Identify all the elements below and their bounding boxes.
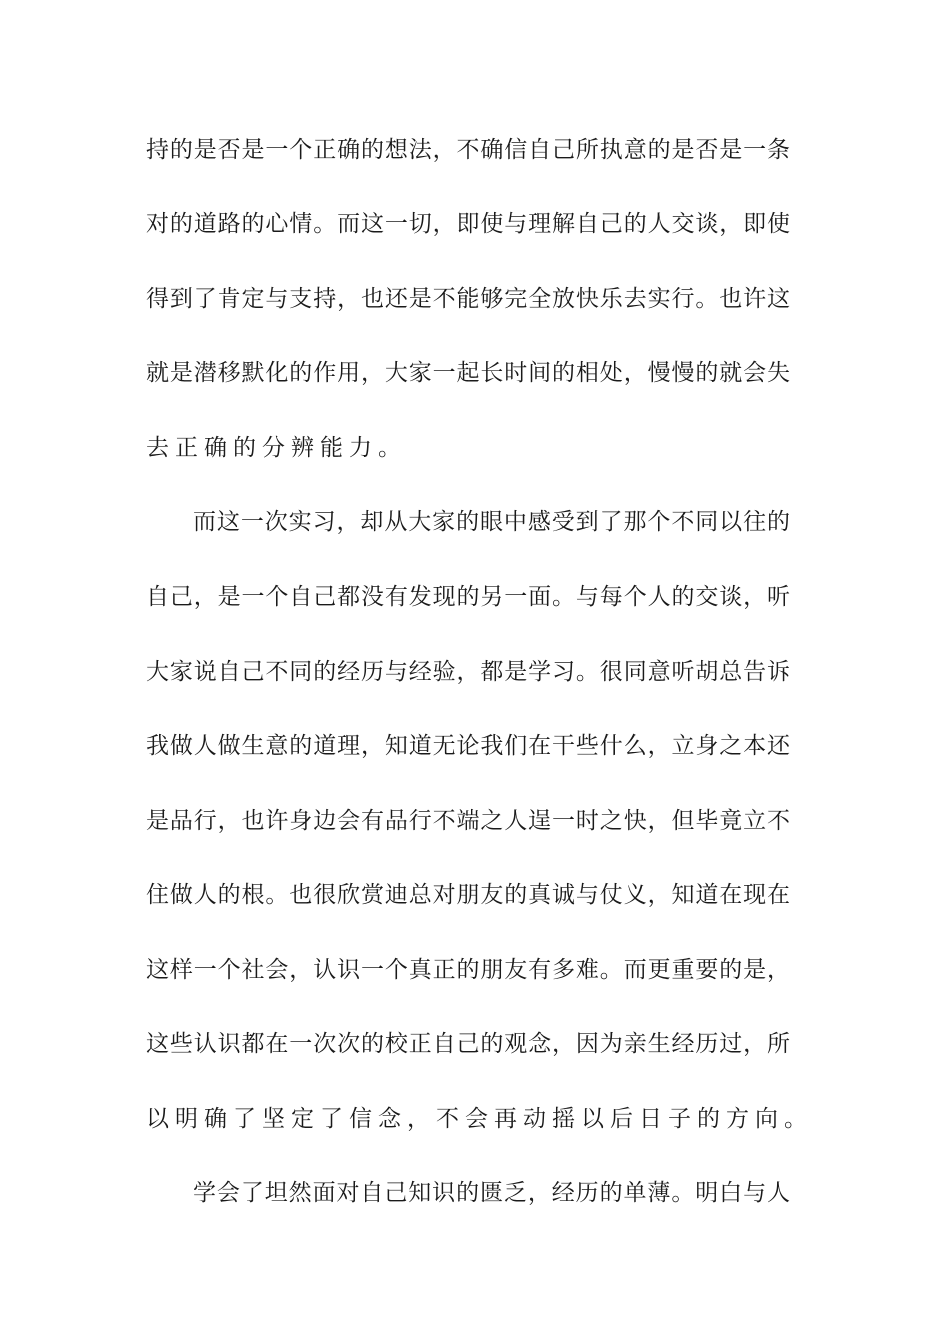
text-line: 大家说自己不同的经历与经验，都是学习。很同意听胡总告诉: [146, 659, 790, 685]
paragraph-first-line: 学会了坦然面对自己知识的匮乏，经历的单薄。明白与人: [193, 1180, 790, 1206]
text-line: 是品行，也许身边会有品行不端之人逞一时之快，但毕竟立不: [146, 808, 790, 834]
text-line: 我做人做生意的道理，知道无论我们在干些什么，立身之本还: [146, 733, 790, 759]
paragraph-first-line: 而这一次实习，却从大家的眼中感受到了那个不同以往的: [193, 509, 790, 535]
text-line: 对的道路的心情。而这一切，即使与理解自己的人交谈，即使: [146, 211, 790, 237]
text-line: 去正确的分辨能力。: [146, 435, 407, 461]
text-line: 住做人的根。也很欣赏迪总对朋友的真诚与仗义，知道在现在: [146, 882, 790, 908]
text-line: 得到了肯定与支持，也还是不能够完全放快乐去实行。也许这: [146, 286, 790, 312]
text-line: 这样一个社会，认识一个真正的朋友有多难。而更重要的是，: [146, 957, 790, 983]
text-line: 就是潜移默化的作用，大家一起长时间的相处，慢慢的就会失: [146, 360, 790, 386]
text-line: 持的是否是一个正确的想法，不确信自己所执意的是否是一条: [146, 137, 790, 163]
text-line: 这些认识都在一次次的校正自己的观念，因为亲生经历过，所: [146, 1031, 790, 1057]
text-line: 以明确了坚定了信念，不会再动摇以后日子的方向。: [146, 1106, 813, 1132]
text-line: 自己，是一个自己都没有发现的另一面。与每个人的交谈，听: [146, 584, 790, 610]
